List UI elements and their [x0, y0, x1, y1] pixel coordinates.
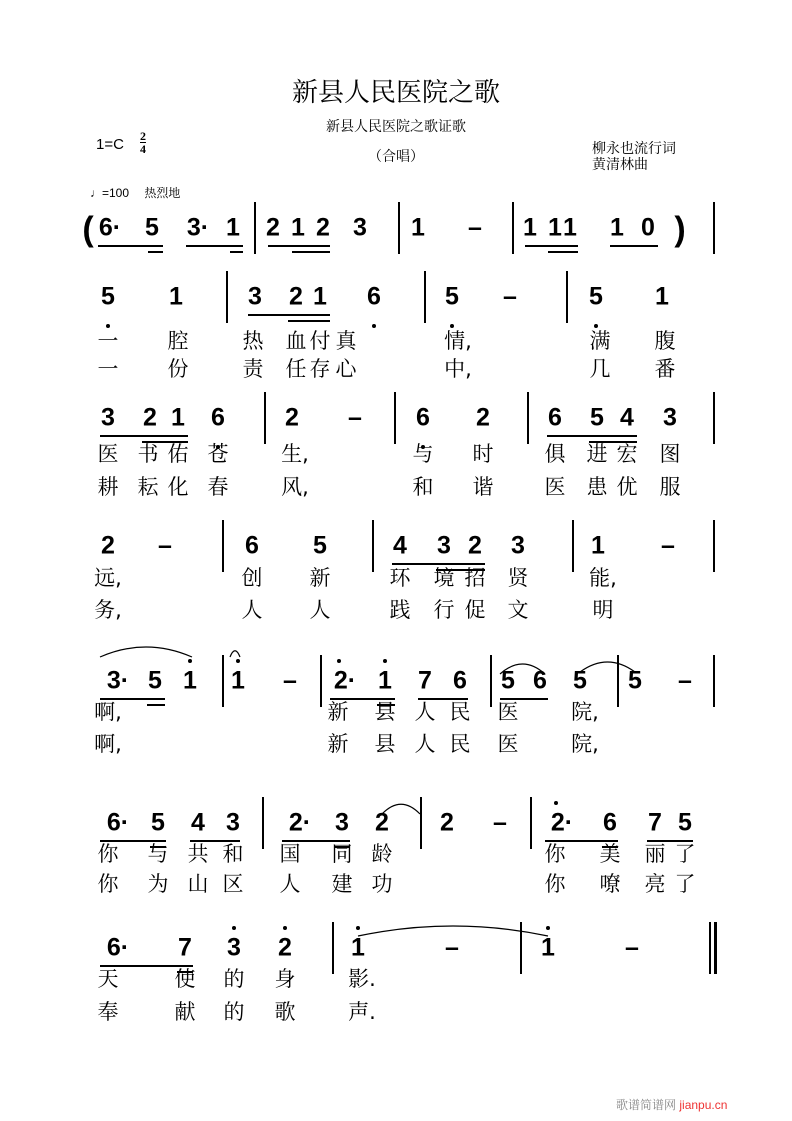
lyric-syllable: 你 — [544, 872, 566, 896]
lyric-syllable: 与 — [147, 842, 169, 866]
lyricist-credit: 柳永也流行词 — [592, 140, 676, 156]
lyric-syllable: 建 — [331, 872, 353, 896]
performance-type: （合唱） — [368, 148, 424, 164]
lyric-syllable: 贤 — [507, 566, 529, 590]
sustain-dash: – — [348, 403, 362, 432]
note: 6 — [453, 666, 467, 695]
lyric-syllable: 优 — [616, 475, 638, 499]
note: 1 — [523, 213, 537, 242]
open-paren: ( — [82, 210, 94, 249]
lyric-syllable: 境 — [433, 566, 455, 590]
tempo-value: ♩=100 — [90, 186, 130, 200]
lyric-syllable: 苍 — [207, 442, 229, 466]
note: 1 — [541, 933, 555, 962]
note: 5 — [145, 213, 159, 242]
note: 3· — [106, 666, 130, 695]
lyric-syllable: 务, — [94, 598, 122, 622]
lyric-syllable: 图 — [659, 442, 681, 466]
lyric-syllable: 和 — [222, 842, 244, 866]
sustain-dash: – — [678, 666, 692, 695]
lyric-syllable: 与 — [412, 442, 434, 466]
lyric-syllable: 的 — [223, 967, 245, 991]
lyric-syllable: 存 — [309, 357, 331, 381]
note: 2 — [468, 531, 482, 560]
slur — [580, 662, 635, 672]
lyric-syllable: 新 — [309, 566, 331, 590]
note: 2 — [143, 403, 157, 432]
lyric-syllable: 天 — [97, 967, 119, 991]
lyric-syllable: 腹 — [654, 329, 676, 353]
time-signature-top: 2 — [140, 129, 146, 143]
note: 1 — [291, 213, 305, 242]
lyric-syllable: 你 — [544, 842, 566, 866]
sustain-dash: – — [283, 666, 297, 695]
lyric-syllable: 医 — [497, 700, 519, 724]
lyric-syllable: 院, — [571, 732, 599, 756]
note: 5 — [590, 403, 604, 432]
note: 2 — [266, 213, 280, 242]
lyric-syllable: 为 — [147, 872, 169, 896]
lyric-syllable: 民 — [449, 700, 471, 724]
lyric-syllable: 新 — [327, 700, 349, 724]
lyric-syllable: 招 — [464, 566, 486, 590]
note: 3 — [227, 933, 241, 962]
note: 3 — [511, 531, 525, 560]
lyric-syllable: 你 — [97, 842, 119, 866]
lyric-syllable: 付 — [309, 329, 331, 353]
lyric-syllable: 耕 — [97, 475, 119, 499]
lyric-syllable: 责 — [242, 357, 264, 381]
note: 6 — [211, 403, 225, 432]
lyric-syllable: 中, — [444, 357, 472, 381]
lyric-syllable: 情, — [444, 329, 472, 353]
song-subtitle: 新县人民医院之歌证歌 — [326, 120, 466, 135]
lyric-syllable: 血 — [285, 329, 307, 353]
lyric-syllable: 远, — [94, 566, 122, 590]
note: 2 — [440, 808, 454, 837]
lyric-syllable: 了 — [674, 842, 696, 866]
note: 3 — [335, 808, 349, 837]
note: 5 — [628, 666, 642, 695]
note: 5 — [148, 666, 162, 695]
lyric-syllable: 心 — [335, 357, 357, 381]
lyric-syllable: 身 — [274, 967, 296, 991]
lyric-syllable: 佑 — [167, 442, 189, 466]
slur — [358, 926, 548, 936]
note: 1 — [655, 282, 669, 311]
sustain-dash: – — [503, 282, 517, 311]
lyric-syllable: 共 — [187, 842, 209, 866]
lyric-syllable: 生, — [281, 442, 309, 466]
note: 2 — [375, 808, 389, 837]
composer-credit: 黄清林曲 — [592, 156, 648, 172]
note: 0 — [641, 213, 655, 242]
lyric-syllable: 县 — [374, 732, 396, 756]
lyric-syllable: 美 — [599, 842, 621, 866]
lyric-syllable: 行 — [433, 598, 455, 622]
note: 4 — [620, 403, 634, 432]
note: 1 — [563, 213, 577, 242]
watermark-text: 歌谱简谱网 — [616, 1098, 677, 1112]
lyric-syllable: 奉 — [97, 1000, 119, 1024]
lyric-syllable: 县 — [374, 700, 396, 724]
note: 3· — [186, 213, 210, 242]
lyric-syllable: 医 — [97, 442, 119, 466]
lyric-syllable: 啊, — [94, 732, 122, 756]
note: 3 — [663, 403, 677, 432]
lyric-syllable: 国 — [279, 842, 301, 866]
note: 5 — [313, 531, 327, 560]
note: 1 — [231, 666, 245, 695]
lyric-syllable: 丽 — [644, 842, 666, 866]
note: 6 — [548, 403, 562, 432]
lyric-syllable: 影. — [348, 967, 376, 991]
note: 6 — [603, 808, 617, 837]
note: 4 — [191, 808, 205, 837]
note: 7 — [178, 933, 192, 962]
note: 1 — [411, 213, 425, 242]
lyric-syllable: 任 — [285, 357, 307, 381]
note: 2 — [101, 531, 115, 560]
note: 5 — [678, 808, 692, 837]
note: 4 — [393, 531, 407, 560]
note: 2 — [476, 403, 490, 432]
lyric-syllable: 功 — [371, 872, 393, 896]
lyric-syllable: 腔 — [167, 329, 189, 353]
note: 2· — [288, 808, 312, 837]
lyric-syllable: 创 — [241, 566, 263, 590]
note: 6 — [367, 282, 381, 311]
note: 5 — [445, 282, 459, 311]
note: 3 — [437, 531, 451, 560]
lyric-syllable: 耘 — [137, 475, 159, 499]
lyric-syllable: 一 — [97, 329, 119, 353]
lyric-syllable: 文 — [507, 598, 529, 622]
lyric-syllable: 医 — [497, 732, 519, 756]
lyric-syllable: 人 — [414, 732, 436, 756]
slur — [100, 647, 192, 657]
lyric-syllable: 同 — [331, 842, 353, 866]
lyric-syllable: 环 — [389, 566, 411, 590]
lyric-syllable: 热 — [242, 329, 264, 353]
note: 5 — [573, 666, 587, 695]
lyric-syllable: 份 — [167, 357, 189, 381]
note: 1 — [548, 213, 562, 242]
lyric-syllable: 明 — [592, 598, 614, 622]
lyric-syllable: 风, — [281, 475, 309, 499]
lyric-syllable: 真 — [335, 329, 357, 353]
lyric-syllable: 俱 — [544, 442, 566, 466]
time-signature-bottom: 4 — [140, 142, 146, 156]
lyric-syllable: 医 — [544, 475, 566, 499]
note: 1 — [171, 403, 185, 432]
note: 3 — [248, 282, 262, 311]
note: 1 — [226, 213, 240, 242]
lyric-syllable: 民 — [449, 732, 471, 756]
lyric-syllable: 人 — [241, 598, 263, 622]
note: 1 — [351, 933, 365, 962]
lyric-syllable: 人 — [309, 598, 331, 622]
lyric-syllable: 和 — [412, 475, 434, 499]
note: 5 — [151, 808, 165, 837]
lyric-syllable: 化 — [167, 475, 189, 499]
note: 2 — [316, 213, 330, 242]
lyric-syllable: 献 — [174, 1000, 196, 1024]
lyric-syllable: 践 — [389, 598, 411, 622]
note: 7 — [418, 666, 432, 695]
note: 5 — [501, 666, 515, 695]
note: 3 — [101, 403, 115, 432]
note: 3 — [226, 808, 240, 837]
note: 1 — [591, 531, 605, 560]
sustain-dash: – — [445, 933, 459, 962]
lyric-syllable: 院, — [571, 700, 599, 724]
watermark-site: jianpu.cn — [679, 1098, 728, 1112]
lyric-syllable: 满 — [589, 329, 611, 353]
lyric-syllable: 亮 — [644, 872, 666, 896]
note: 6· — [106, 933, 130, 962]
lyric-syllable: 促 — [464, 598, 486, 622]
note: 6 — [533, 666, 547, 695]
sustain-dash: – — [158, 531, 172, 560]
sustain-dash: – — [493, 808, 507, 837]
lyric-syllable: 番 — [654, 357, 676, 381]
lyric-syllable: 嘹 — [599, 872, 621, 896]
lyric-syllable: 区 — [222, 872, 244, 896]
lyric-syllable: 几 — [589, 357, 611, 381]
note: 2 — [285, 403, 299, 432]
lyric-syllable: 声. — [348, 1000, 376, 1024]
slur — [230, 651, 240, 657]
note: 5 — [589, 282, 603, 311]
lyric-syllable: 啊, — [94, 700, 122, 724]
lyric-syllable: 你 — [97, 872, 119, 896]
lyric-syllable: 服 — [659, 475, 681, 499]
lyric-syllable: 时 — [472, 442, 494, 466]
lyric-syllable: 谐 — [472, 475, 494, 499]
note: 2 — [278, 933, 292, 962]
note: 6· — [98, 213, 122, 242]
lyric-syllable: 患 — [586, 475, 608, 499]
slur — [382, 804, 420, 814]
lyric-syllable: 人 — [279, 872, 301, 896]
lyric-syllable: 进 — [586, 442, 608, 466]
key-signature: 1=C — [96, 136, 124, 153]
lyric-syllable: 书 — [137, 442, 159, 466]
lyric-syllable: 了 — [674, 872, 696, 896]
lyric-syllable: 新 — [327, 732, 349, 756]
lyric-syllable: 歌 — [274, 1000, 296, 1024]
lyric-syllable: 的 — [223, 1000, 245, 1024]
note: 6 — [416, 403, 430, 432]
note: 1 — [313, 282, 327, 311]
note: 2· — [550, 808, 574, 837]
lyric-syllable: 山 — [187, 872, 209, 896]
note: 3 — [353, 213, 367, 242]
note: 6· — [106, 808, 130, 837]
slur — [500, 664, 545, 674]
sustain-dash: – — [625, 933, 639, 962]
watermark — [616, 1096, 727, 1113]
lyric-syllable: 春 — [207, 475, 229, 499]
note: 1 — [610, 213, 624, 242]
sustain-dash: – — [468, 213, 482, 242]
note: 6 — [245, 531, 259, 560]
note: 1 — [183, 666, 197, 695]
lyric-syllable: 人 — [414, 700, 436, 724]
expression-marking: 热烈地 — [144, 186, 181, 200]
lyric-syllable: 一 — [97, 357, 119, 381]
note: 5 — [101, 282, 115, 311]
note: 2· — [333, 666, 357, 695]
note: 1 — [169, 282, 183, 311]
note: 7 — [648, 808, 662, 837]
lyric-syllable: 龄 — [371, 842, 393, 866]
note: 1 — [378, 666, 392, 695]
lyric-syllable: 能, — [589, 566, 617, 590]
lyric-syllable: 宏 — [616, 442, 638, 466]
lyric-syllable: 使 — [174, 967, 196, 991]
sustain-dash: – — [661, 531, 675, 560]
song-title: 新县人民医院之歌 — [291, 77, 500, 107]
note: 2 — [289, 282, 303, 311]
close-paren: ) — [674, 210, 686, 249]
